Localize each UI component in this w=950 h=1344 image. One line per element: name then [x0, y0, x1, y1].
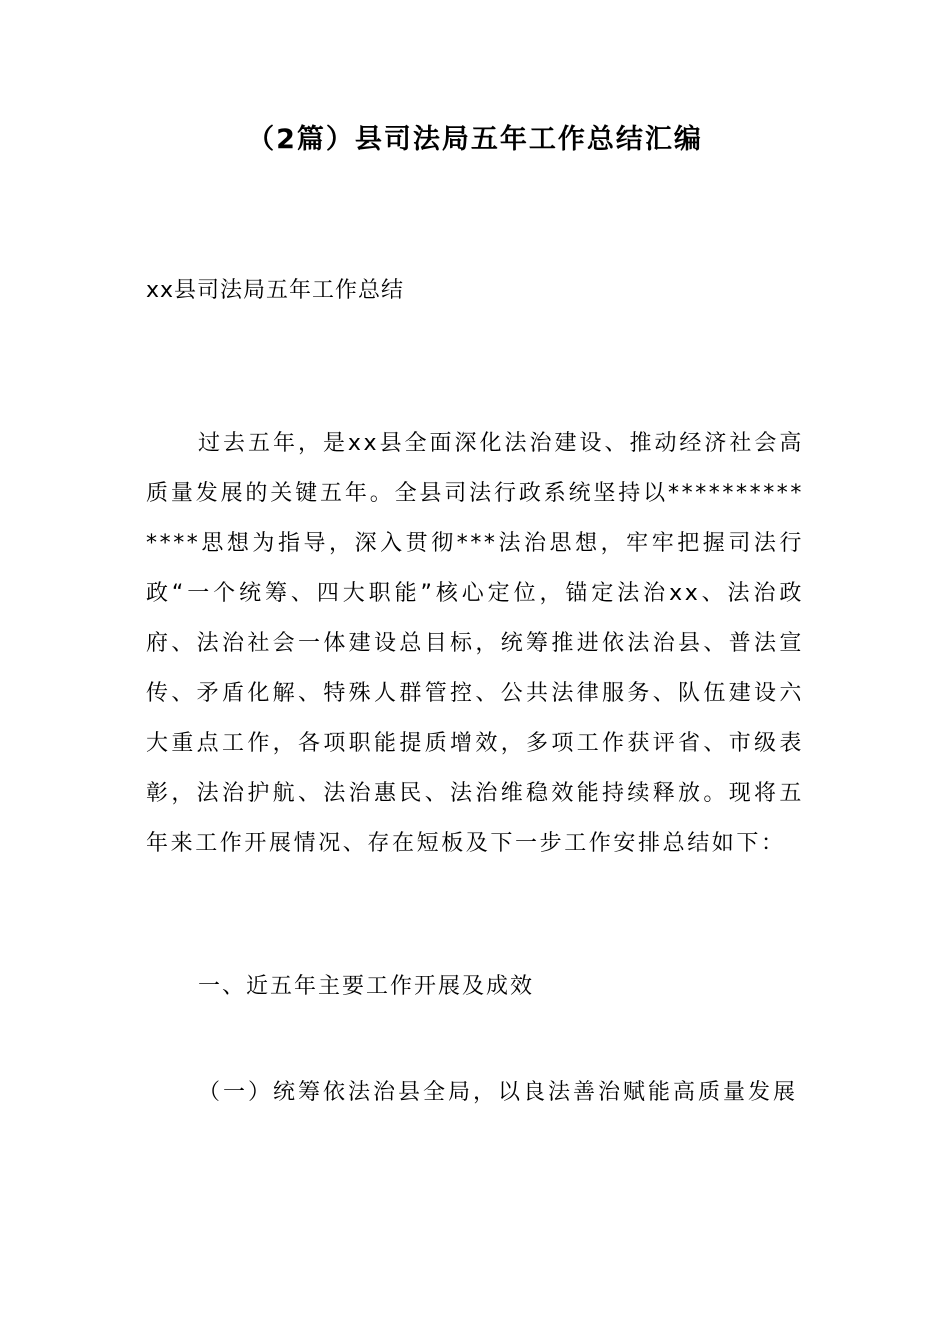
document-title: （2篇）县司法局五年工作总结汇编: [247, 124, 703, 155]
subsection-heading: （一）统筹依法治县全局，以良法善治赋能高质量发展: [198, 1080, 799, 1105]
intro-paragraph: 过去五年，是xx县全面深化法治建设、推动经济社会高质量发展的关键五年。全县司法行政系统坚持以**************思想为指导，深入贯彻***法治思想，牢牢把握司法行政“一个统筹、四大职能”核心定位，锚定法治xx、法治政府、法治社会一体建设总目标，统筹推进依法治县、普法宣传、矛盾化解、特殊人群管控、公共法律服务、队伍建设六大重点工作，各项职能提质增效，多项工作获评省、市级表彰，法治护航、法治惠民、法治维稳效能持续释放。现将五年来工作开展情况、存在短板及下一步工作安排总结如下：: [146, 431, 804, 856]
section-heading: 一、近五年主要工作开展及成效: [198, 974, 535, 999]
document-subtitle: xx县司法局五年工作总结: [146, 278, 405, 303]
